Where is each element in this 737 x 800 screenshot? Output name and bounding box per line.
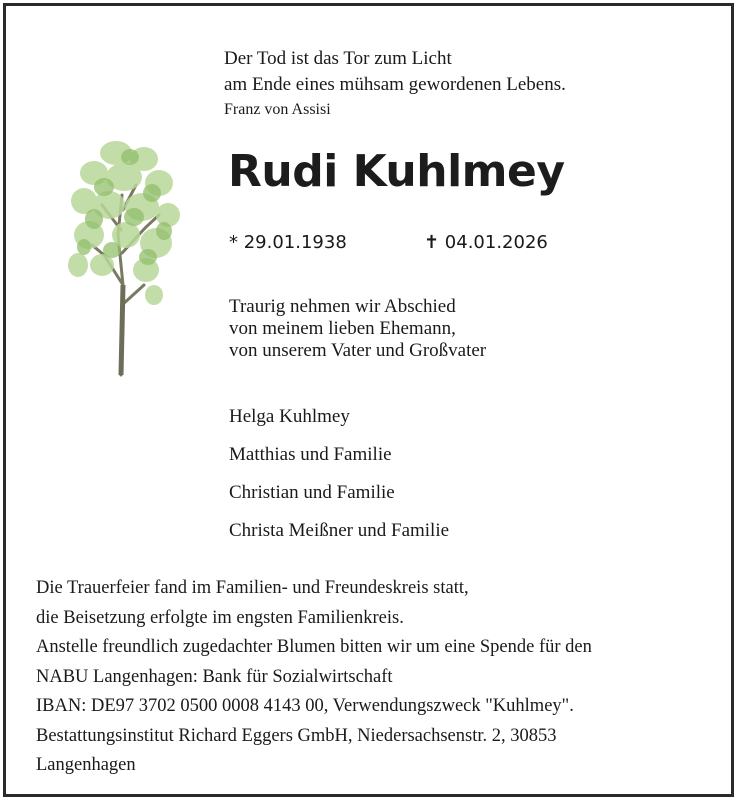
quote-line: am Ende eines mühsam gewordenen Lebens. [224,74,566,95]
mourning-text [229,296,486,362]
notice-line: die Beisetzung erfolgte im engsten Familienkreis. [36,607,404,628]
mourner-name: Christian und Familie [229,482,395,503]
birth-date: * 29.01.1938 [229,232,347,253]
funeral-notice [36,574,592,781]
mourner-name: Christa Meißner und Familie [229,520,450,541]
deceased-name: Rudi Kuhlmey [228,146,565,197]
mourner-name: Matthias und Familie [229,444,392,465]
notice-line: NABU Langenhagen: Bank für Sozialwirtschaft [36,666,393,687]
mourning-line: von unserem Vater und Großvater [229,340,487,361]
mourning-line: Traurig nehmen wir Abschied [229,296,456,317]
notice-line: Langenhagen [36,755,136,775]
quote-author: Franz von Assisi [224,101,331,118]
tree-icon [68,141,180,375]
notice-line: Die Trauerfeier fand im Familien- und Freundeskreis statt, [36,578,469,598]
tree-illustration [64,135,188,380]
quote-block [224,46,566,122]
quote-line: Der Tod ist das Tor zum Licht [224,48,452,69]
notice-line: Anstelle freundlich zugedachter Blumen bitten wir um eine Spende für den [36,637,592,657]
death-date: ✝ 04.01.2026 [424,232,548,253]
notice-line: IBAN: DE97 3702 0500 0008 4143 00, Verwendungszweck "Kuhlmey". [36,696,574,716]
mourning-line: von meinem lieben Ehemann, [229,318,456,339]
mourner-name: Helga Kuhlmey [229,406,350,427]
mourners-list [229,398,449,550]
notice-line: Bestattungsinstitut Richard Eggers GmbH, Niedersachsenstr. 2, 30853 [36,725,557,746]
